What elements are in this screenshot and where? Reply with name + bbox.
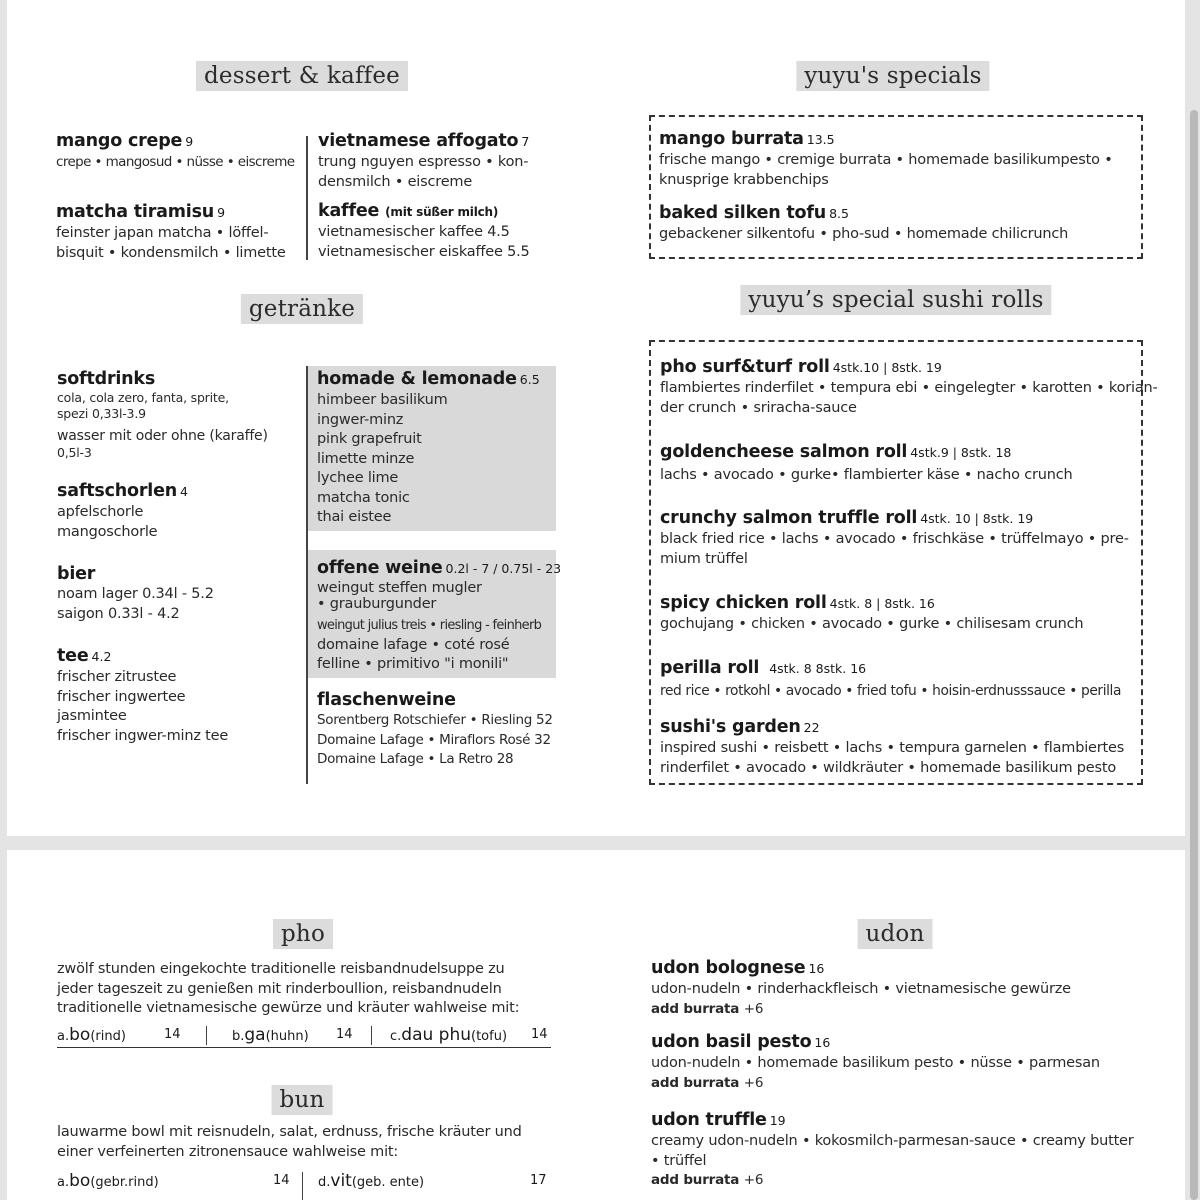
item-description: crepe • mangosud • nüsse • eiscreme [56, 154, 295, 170]
description-line: zwölf stunden eingekochte traditionelle reisbandnudelsuppe zu [57, 961, 505, 977]
item-description: saigon 0.33l - 4.2 [57, 605, 180, 622]
pho-description [57, 960, 549, 1019]
column-divider [306, 136, 308, 260]
add-on [651, 1000, 1151, 1020]
item-name: bier [57, 564, 96, 584]
item-description: weingut steffen mugler [317, 580, 482, 596]
item-description: • trüffel [651, 1152, 707, 1169]
item-description: felline • primitivo "i monili" [317, 656, 509, 672]
pho-variant-a [57, 1025, 126, 1045]
section-heading-pho: pho [273, 919, 333, 949]
item-description: spezi 0,33l-3.9 [57, 406, 146, 421]
item-description: apfelschorle [57, 504, 144, 520]
pho-variant-c [390, 1025, 507, 1045]
section-heading-dessert: dessert & kaffee [196, 61, 408, 91]
menu-item-softdrinks [57, 368, 285, 461]
menu-page-1 [7, 0, 1185, 836]
variant-underline [57, 1047, 551, 1048]
menu-item-goldencheese [660, 441, 1134, 486]
menu-page-2 [7, 850, 1185, 1200]
item-description: inspired sushi • reisbett • lachs • tempura garnelen • flambiertes [660, 740, 1125, 756]
item-description: trung nguyen espresso • kon- [318, 154, 529, 170]
variant-price: 14 [531, 1027, 548, 1042]
description-line: einer verfeinerten zitronensauce wahlweise mit: [57, 1143, 399, 1160]
item-description: noam lager 0.34l - 5.2 [57, 586, 214, 602]
description-line: jeder tageszeit zu genießen mit rinderboullion, reisbandnudeln [57, 980, 502, 997]
item-description: • grauburgunder [317, 596, 437, 612]
variant-name: vit [330, 1171, 352, 1191]
item-description: 0,5l-3 [57, 445, 92, 460]
item-name: saftschorlen [57, 481, 178, 501]
item-note: (mit süßer milch) [385, 205, 499, 219]
add-on-price: +6 [743, 1074, 764, 1091]
variant-note: (rind) [90, 1029, 126, 1044]
item-description: frische mango • cremige burrata • homemade basilikumpesto • [659, 152, 1113, 168]
item-description: cola, cola zero, fanta, sprite, [57, 390, 229, 405]
item-name: flaschenweine [317, 690, 456, 710]
menu-item-mango-burrata [659, 128, 1139, 190]
lemonade-flavor: pink grapefruit [317, 431, 422, 447]
item-description: domaine lafage • coté rosé [317, 636, 510, 653]
wine-price: 28 [496, 751, 514, 767]
add-on-label: add burrata [651, 1000, 740, 1017]
add-on [651, 1171, 1151, 1191]
item-description: knusprige krabbenchips [659, 171, 829, 188]
item-description: black fried rice • lachs • avocado • frischkäse • trüffelmayo • pre- [660, 531, 1129, 547]
variant-letter: b. [232, 1029, 245, 1044]
item-name: goldencheese salmon roll [660, 442, 908, 462]
item-name: udon bolognese [651, 958, 806, 978]
item-name: kaffee [318, 201, 380, 221]
lemonade-flavor: ingwer-minz [317, 411, 404, 428]
item-description: frischer ingwer-minz tee [57, 727, 229, 744]
item-name: offene weine [317, 558, 443, 578]
variant-letter: a. [57, 1175, 70, 1190]
section-heading-specials: yuyu's specials [796, 61, 989, 91]
divider [302, 1172, 303, 1200]
item-price: 13.5 [806, 132, 835, 147]
section-heading-sushi: yuyu’s special sushi rolls [740, 285, 1051, 315]
lemonade-flavor: thai eistee [317, 509, 392, 525]
variant-name: ga [244, 1025, 266, 1045]
menu-item-udon-bolognese [651, 957, 1151, 1019]
menu-item-pho-surf-turf [660, 356, 1158, 418]
add-on-label: add burrata [651, 1172, 740, 1188]
item-name: sushi's garden [660, 717, 801, 737]
item-description: bisquit • kondensmilch • limette [56, 244, 286, 261]
variant-note: (huhn) [265, 1029, 309, 1044]
menu-item-flaschenweine [317, 689, 567, 770]
item-price: 4stk.10 | 8stk. 19 [832, 360, 942, 375]
lemonade-flavor: matcha tonic [317, 489, 410, 506]
item-price: 6.5 [519, 372, 540, 387]
item-name: crunchy salmon truffle roll [660, 508, 918, 528]
item-description: vietnamesischer kaffee 4.5 [318, 224, 510, 240]
item-description: vietnamesischer eiskaffee 5.5 [318, 243, 530, 260]
item-name: perilla roll [660, 658, 760, 678]
item-name: softdrinks [57, 369, 156, 389]
variant-price: 14 [273, 1173, 290, 1188]
item-description: mium trüffel [660, 550, 748, 567]
variant-name: bo [69, 1025, 91, 1045]
menu-item-affogato [318, 130, 548, 192]
item-price: 4.2 [91, 649, 112, 664]
variant-letter: d. [318, 1175, 331, 1190]
bun-variant-a [57, 1171, 159, 1191]
item-price: 9 [217, 205, 226, 220]
item-description: der crunch • sriracha-sauce [660, 399, 857, 416]
menu-item-matcha-tiramisu [56, 201, 296, 263]
lemonade-flavor: lychee lime [317, 470, 399, 486]
divider [371, 1026, 372, 1045]
item-name: udon truffle [651, 1110, 767, 1130]
item-description: gochujang • chicken • avocado • gurke • chilisesam crunch [660, 616, 1084, 632]
item-description: mangoschorle [57, 523, 158, 540]
menu-item-udon-basil [651, 1031, 1151, 1093]
add-on [651, 1074, 1151, 1094]
item-name: matcha tiramisu [56, 202, 215, 222]
lemonade-flavor: himbeer basilikum [317, 392, 448, 408]
menu-item-saftschorlen [57, 480, 285, 542]
item-price: 4stk. 10 | 8stk. 19 [920, 511, 1034, 526]
variant-letter: a. [57, 1029, 70, 1044]
bottle-wine-row [317, 750, 567, 770]
pho-variant-b [232, 1025, 309, 1045]
description-line: traditionelle vietnamesische gewürze und kräuter wahlweise mit: [57, 1000, 520, 1016]
menu-item-offene-weine [317, 557, 562, 675]
item-price: 7 [521, 134, 530, 149]
bottle-wine-row [317, 731, 567, 751]
variant-note: (gebr.rind) [90, 1175, 159, 1190]
item-price: 9 [185, 134, 194, 149]
section-heading-bun: bun [272, 1085, 333, 1115]
item-name: spicy chicken roll [660, 593, 827, 613]
variant-note: (geb. ente) [351, 1175, 425, 1190]
item-price: 16 [808, 961, 825, 976]
item-description: weingut julius treis • riesling - feinherb [317, 618, 542, 633]
item-description: red rice • rotkohl • avocado • fried tofu • hoisin-erdnusssauce • perilla [660, 683, 1122, 699]
item-description: frischer ingwertee [57, 688, 186, 705]
item-price: 8.5 [829, 206, 849, 221]
menu-item-mango-crepe [56, 130, 302, 173]
item-price: 19 [769, 1113, 786, 1128]
item-name: mango burrata [659, 129, 804, 149]
add-on-label: add burrata [651, 1074, 740, 1091]
variant-name: bo [69, 1171, 91, 1191]
menu-item-tee [57, 645, 285, 746]
item-price: 4stk. 8 8stk. 16 [769, 661, 867, 676]
item-price: 0.2l - 7 / 0.75l - 23 [445, 561, 562, 576]
item-description: frischer zitrustee [57, 669, 177, 685]
variant-name: dau phu [401, 1025, 472, 1045]
lemonade-flavor: limette minze [317, 450, 415, 467]
menu-item-perilla [660, 657, 1134, 702]
item-price: 16 [814, 1035, 831, 1050]
item-price: 22 [803, 720, 820, 735]
item-description: wasser mit oder ohne (karaffe) [57, 428, 268, 444]
scrollbar[interactable] [1190, 110, 1198, 1200]
menu-item-lemonade [317, 368, 553, 528]
menu-item-silken-tofu [659, 202, 1139, 245]
add-on-price: +6 [743, 1172, 764, 1188]
item-description: lachs • avocado • gurke• flambierter käse • nacho crunch [660, 467, 1073, 483]
menu-item-kaffee [318, 200, 558, 262]
bun-variant-d [318, 1171, 424, 1191]
item-price: 4 [180, 484, 188, 499]
item-name: homade & lemonade [317, 369, 517, 389]
variant-letter: c. [390, 1029, 402, 1044]
item-description: jasmintee [57, 708, 127, 724]
item-name: baked silken tofu [659, 203, 827, 223]
item-name: tee [57, 646, 89, 666]
wine-price: 32 [534, 731, 551, 748]
variant-price: 14 [164, 1027, 181, 1042]
item-name: mango crepe [56, 131, 183, 151]
description-line: lauwarme bowl mit reisnudeln, salat, erdnuss, frische kräuter und [57, 1124, 522, 1140]
menu-item-udon-truffle [651, 1109, 1151, 1191]
menu-item-crunchy-salmon [660, 507, 1134, 569]
wine-name: Domaine Lafage • Miraflors Rosé [317, 731, 531, 748]
section-heading-udon: udon [858, 919, 933, 949]
item-description: udon-nudeln • rinderhackfleisch • vietnamesische gewürze [651, 981, 1071, 997]
section-heading-getraenke: getränke [241, 294, 363, 324]
wine-name: Domaine Lafage • La Retro [317, 751, 493, 767]
bottle-wine-row [317, 711, 567, 731]
item-description: creamy udon-nudeln • kokosmilch-parmesan-sauce • creamy butter [651, 1133, 1134, 1149]
variant-price: 14 [336, 1027, 353, 1042]
wine-price: 52 [536, 712, 553, 728]
item-description: flambiertes rinderfilet • tempura ebi • eingelegter • karotten • korian- [660, 380, 1158, 396]
item-price: 4stk. 8 | 8stk. 16 [829, 596, 935, 611]
item-description: gebackener silkentofu • pho-sud • homemade chilicrunch [659, 226, 1069, 242]
menu-item-bier [57, 563, 285, 624]
menu-item-sushis-garden [660, 716, 1136, 778]
bun-description [57, 1123, 549, 1162]
item-description: feinster japan matcha • löffel- [56, 225, 269, 241]
item-description: rinderfilet • avocado • wildkräuter • homemade basilikum pesto [660, 759, 1117, 776]
item-name: udon basil pesto [651, 1032, 812, 1052]
item-description: udon-nudeln • homemade basilikum pesto • nüsse • parmesan [651, 1055, 1100, 1071]
item-name: vietnamese affogato [318, 131, 519, 151]
wine-name: Sorentberg Rotschiefer • Riesling [317, 712, 533, 728]
item-description: densmilch • eiscreme [318, 173, 473, 190]
add-on-price: +6 [743, 1000, 764, 1017]
variant-note: (tofu) [471, 1029, 508, 1044]
divider [206, 1026, 207, 1045]
item-name: pho surf&turf roll [660, 357, 830, 377]
item-price: 4stk.9 | 8stk. 18 [910, 445, 1012, 460]
menu-item-spicy-chicken [660, 592, 1134, 635]
variant-price: 17 [530, 1173, 547, 1188]
